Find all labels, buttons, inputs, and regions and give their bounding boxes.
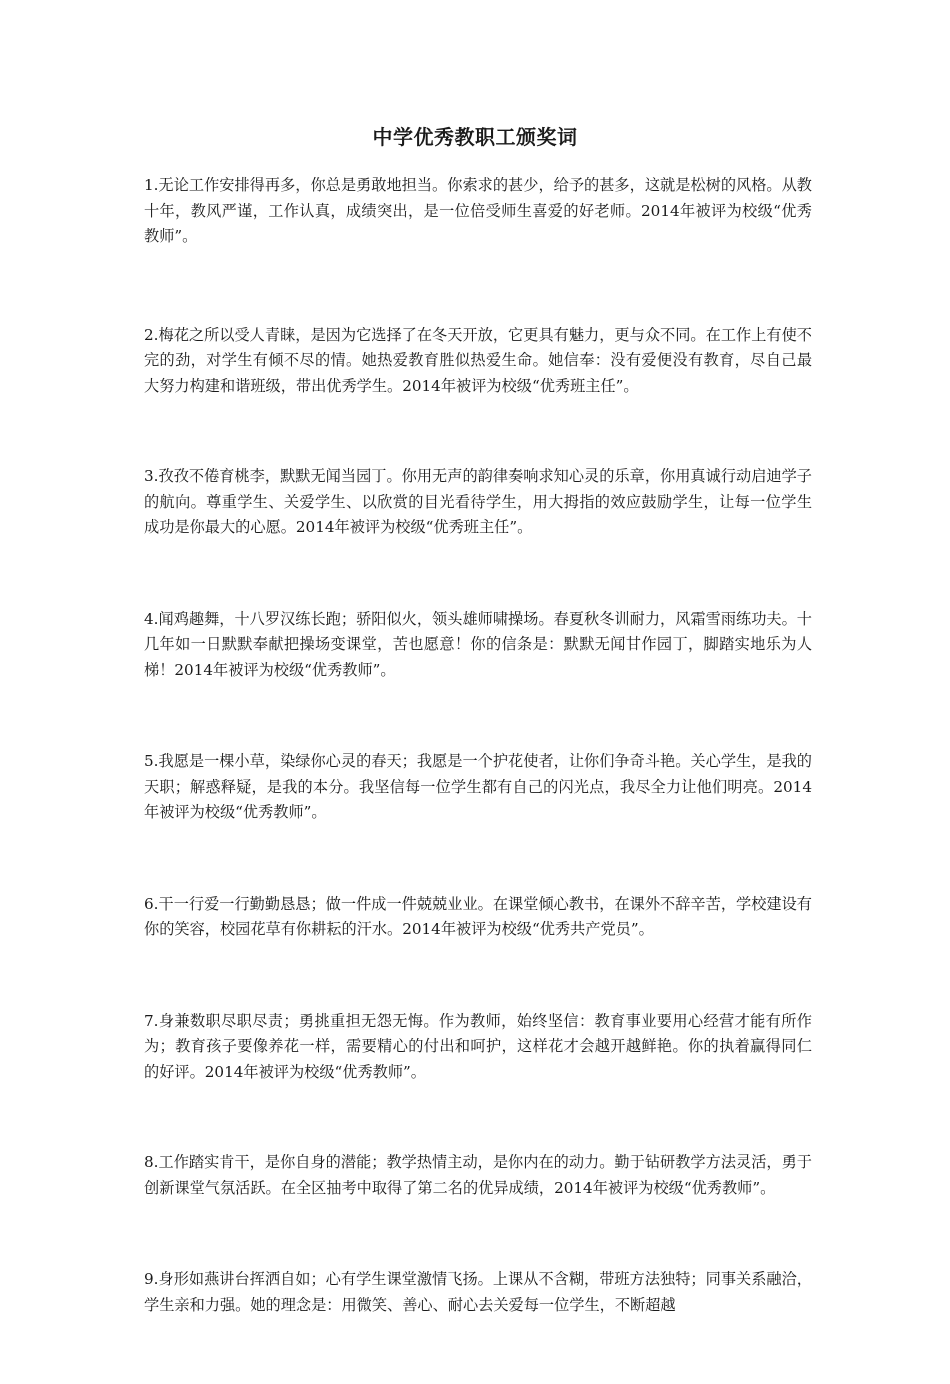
document-title: 中学优秀教职工颁奖词: [372, 125, 578, 149]
award-paragraph-7: 7.身兼数职尽职尽责；勇挑重担无怨无悔。作为教师，始终坚信：教育事业要用心经营才能有所作为；教育孩子要像养花一样，需要精心的付出和呵护，这样花才会越开越鲜艳。你的执着赢得同仁的好评。2014年被评为校级“优秀教师”。: [144, 1011, 812, 1081]
award-paragraph-5: 5.我愿是一棵小草，染绿你心灵的春天；我愿是一个护花使者，让你们争奇斗艳。关心学生，是我的天职；解惑释疑，是我的本分。我坚信每一位学生都有自己的闪光点，我尽全力让他们明亮。2014年被评为校级“优秀教师”。: [144, 752, 812, 821]
award-paragraph-1: 1.无论工作安排得再多，你总是勇敢地担当。你索求的甚少，给予的甚多，这就是松树的风格。从教十年，教风严谨，工作认真，成绩突出，是一位倍受师生喜爱的好老师。2014年被评为校级“优秀教师”。: [144, 176, 812, 245]
document-body: [144, 173, 812, 1384]
award-paragraph-2: 2.梅花之所以受人青睐，是因为它选择了在冬天开放，它更具有魅力，更与众不同。在工作上有使不完的劲，对学生有倾不尽的情。她热爱教育胜似热爱生命。她信奉：没有爱便没有教育，尽自己最大努力构建和谐班级，带出优秀学生。2014年被评为校级“优秀班主任”。: [144, 325, 812, 395]
award-paragraph-9: 9.身形如燕讲台挥洒自如；心有学生课堂激情飞扬。上课从不含糊，带班方法独特；同事关系融洽，学生亲和力强。她的理念是：用微笑、善心、耐心去关爱每一位学生，不断超越: [144, 1270, 812, 1314]
award-paragraph-8: 8.工作踏实肯干，是你自身的潜能；教学热情主动，是你内在的动力。勤于钻研教学方法灵活，勇于创新课堂气氛活跃。在全区抽考中取得了第二名的优异成绩，2014年被评为校级“优秀教师”。: [144, 1153, 812, 1197]
award-paragraph-4: 4.闻鸡趣舞，十八罗汉练长跑；骄阳似火，领头雄师啸操场。春夏秋冬训耐力，风霜雪雨练功夫。十几年如一日默默奉献把操场变课堂，苦也愿意！你的信条是：默默无闻甘作园丁，脚踏实地乐为人梯！2014年被评为校级“优秀教师”。: [144, 609, 812, 679]
award-paragraph-6: 6.干一行爱一行勤勤恳恳；做一件成一件兢兢业业。在课堂倾心教书，在课外不辞辛苦，学校建设有你的笑容，校园花草有你耕耘的汗水。2014年被评为校级“优秀共产党员”。: [144, 894, 812, 938]
award-paragraph-3: 3.孜孜不倦育桃李，默默无闻当园丁。你用无声的韵律奏响求知心灵的乐章，你用真诚行动启迪学子的航向。尊重学生、关爱学生、以欣赏的目光看待学生，用大拇指的效应鼓励学生，让每一位学生成功是你最大的心愿。2014年被评为校级“优秀班主任”。: [144, 467, 812, 536]
